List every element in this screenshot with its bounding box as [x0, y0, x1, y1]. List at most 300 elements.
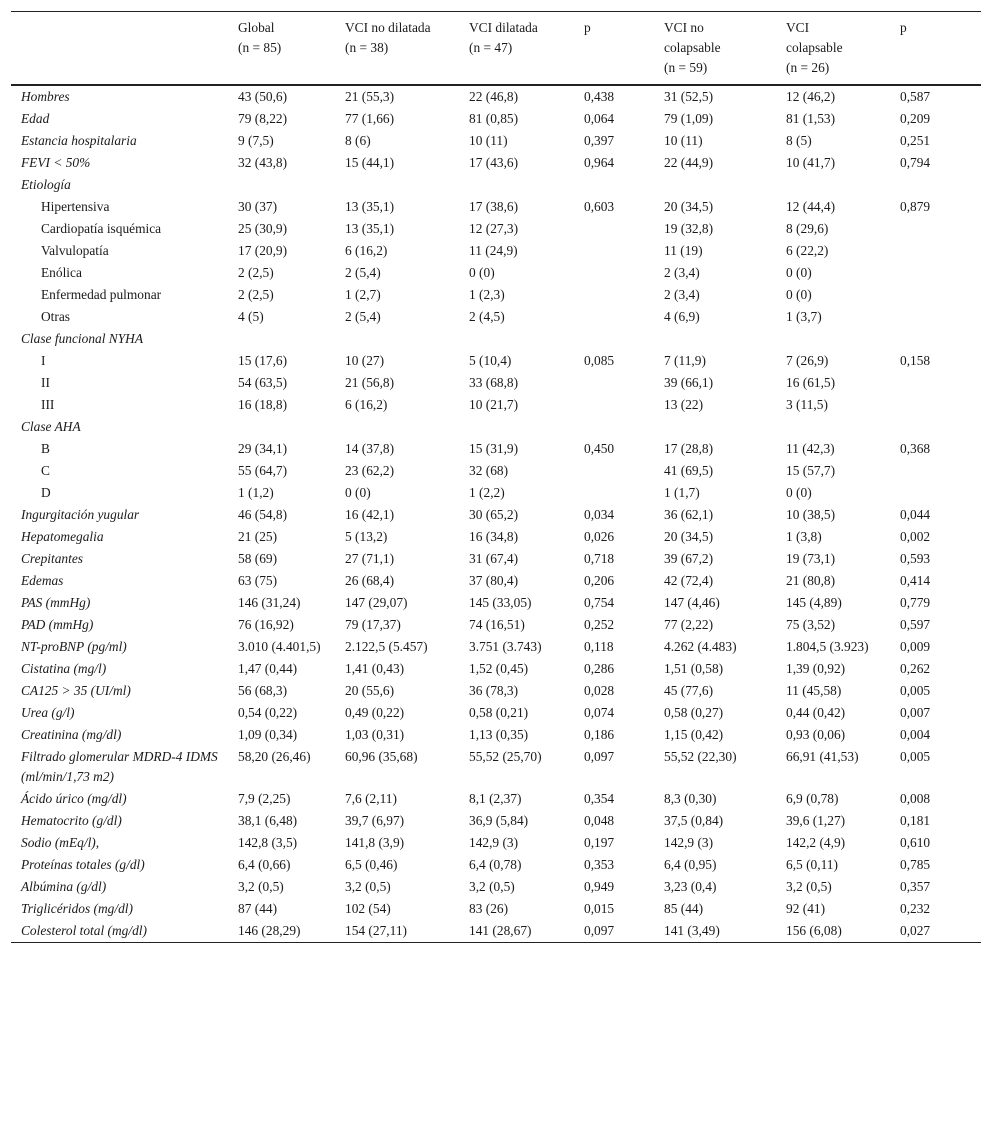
- table-cell: 77 (2,22): [664, 617, 714, 632]
- table-cell: 6 (22,2): [786, 243, 829, 258]
- table-cell: 27 (71,1): [345, 551, 395, 566]
- table-cell: 0,158: [900, 353, 931, 368]
- table-cell: [664, 416, 786, 438]
- table-cell: 6,4 (0,78): [469, 857, 522, 872]
- table-row: [11, 854, 981, 876]
- table-cell: [900, 284, 981, 306]
- table-cell: 3.010 (4.401,5): [238, 639, 321, 654]
- table-cell: 0,181: [900, 813, 931, 828]
- table-cell: 22 (46,8): [469, 89, 519, 104]
- row-label: Edemas: [21, 573, 64, 588]
- table-cell: 39 (67,2): [664, 551, 714, 566]
- table-cell: 41 (69,5): [664, 463, 714, 478]
- table-cell: 39 (66,1): [664, 375, 714, 390]
- table-cell: [900, 372, 981, 394]
- table-row: [11, 504, 981, 526]
- table-cell: 1 (2,2): [469, 485, 505, 500]
- table-cell: 74 (16,51): [469, 617, 525, 632]
- table-cell: 0,005: [900, 683, 931, 698]
- row-label: Hematocrito (g/dl): [21, 813, 122, 828]
- table-cell: 54 (63,5): [238, 375, 288, 390]
- table-cell: [900, 240, 981, 262]
- table-cell: 56 (68,3): [238, 683, 288, 698]
- table-cell: 0,964: [584, 155, 615, 170]
- table-cell: [345, 416, 469, 438]
- table-cell: 87 (44): [238, 901, 278, 916]
- table-cell: 23 (62,2): [345, 463, 395, 478]
- table-row: [11, 526, 981, 548]
- header-p-2: p: [900, 12, 981, 86]
- row-label: CA125 > 35 (UI/ml): [21, 683, 131, 698]
- table-row: [11, 152, 981, 174]
- row-label: Estancia hospitalaria: [21, 133, 137, 148]
- row-label: Hipertensiva: [41, 199, 110, 214]
- table-cell: 1,13 (0,35): [469, 727, 529, 742]
- table-cell: 0,58 (0,27): [664, 705, 724, 720]
- table-cell: 81 (1,53): [786, 111, 836, 126]
- row-label: Cardiopatía isquémica: [41, 221, 162, 236]
- table-cell: 0,044: [900, 507, 931, 522]
- table-cell: 11 (42,3): [786, 441, 835, 456]
- table-cell: 0,197: [584, 835, 615, 850]
- table-cell: 7,9 (2,25): [238, 791, 291, 806]
- table-cell: [900, 328, 981, 350]
- table-cell: 2 (3,4): [664, 265, 700, 280]
- table-cell: 32 (43,8): [238, 155, 288, 170]
- table-cell: [469, 416, 584, 438]
- row-label: Clase AHA: [21, 419, 81, 434]
- table-cell: 7,6 (2,11): [345, 791, 397, 806]
- table-cell: 145 (4,89): [786, 595, 842, 610]
- table-cell: 0,097: [584, 749, 615, 764]
- table-cell: 1 (2,7): [345, 287, 381, 302]
- table-cell: 36,9 (5,84): [469, 813, 529, 828]
- table-cell: 31 (67,4): [469, 551, 519, 566]
- table-cell: 7 (11,9): [664, 353, 706, 368]
- table-row: [11, 614, 981, 636]
- table-cell: [584, 394, 664, 416]
- row-label: Urea (g/l): [21, 705, 75, 720]
- table-cell: 37,5 (0,84): [664, 813, 724, 828]
- table-cell: 60,96 (35,68): [345, 749, 418, 764]
- table-cell: 0,368: [900, 441, 931, 456]
- header-vci-colapsable: VCI colapsable (n = 26): [786, 12, 900, 86]
- table-cell: 0,048: [584, 813, 615, 828]
- table-cell: 0,357: [900, 879, 931, 894]
- table-cell: 55,52 (22,30): [664, 749, 737, 764]
- table-cell: 0,186: [584, 727, 615, 742]
- row-label: FEVI < 50%: [21, 155, 91, 170]
- table-cell: 6,4 (0,66): [238, 857, 291, 872]
- table-cell: 0,005: [900, 749, 931, 764]
- table-cell: [900, 306, 981, 328]
- table-cell: 145 (33,05): [469, 595, 532, 610]
- table-cell: 17 (20,9): [238, 243, 288, 258]
- row-label: Enólica: [41, 265, 82, 280]
- table-cell: 39,6 (1,27): [786, 813, 846, 828]
- table-cell: 17 (43,6): [469, 155, 519, 170]
- table-cell: 36 (78,3): [469, 683, 519, 698]
- table-cell: 1 (1,2): [238, 485, 274, 500]
- table-cell: 22 (44,9): [664, 155, 714, 170]
- table-cell: 156 (6,08): [786, 920, 900, 943]
- table-cell: 37 (80,4): [469, 573, 519, 588]
- table-cell: 26 (68,4): [345, 573, 395, 588]
- table-cell: 10 (11): [469, 133, 508, 148]
- table-cell: 0 (0): [786, 265, 812, 280]
- table-cell: [900, 416, 981, 438]
- table-cell: 58,20 (26,46): [238, 749, 311, 764]
- table-cell: 0,097: [584, 920, 664, 943]
- table-cell: 6,5 (0,46): [345, 857, 398, 872]
- row-label: Cistatina (mg/l): [21, 661, 107, 676]
- table-cell: 43 (50,6): [238, 89, 288, 104]
- table-cell: 141 (3,49): [664, 920, 786, 943]
- table-cell: 21 (80,8): [786, 573, 836, 588]
- row-label: Creatinina (mg/dl): [21, 727, 122, 742]
- table-cell: 3,2 (0,5): [469, 879, 515, 894]
- table-cell: 0 (0): [469, 265, 495, 280]
- table-cell: 15 (31,9): [469, 441, 519, 456]
- table-cell: 0,027: [900, 920, 981, 943]
- table-cell: 19 (32,8): [664, 221, 714, 236]
- header-vci-no-dilatada: VCI no dilatada (n = 38): [345, 12, 469, 86]
- header-p-1: p: [584, 12, 664, 86]
- table-cell: 146 (31,24): [238, 595, 301, 610]
- table-cell: 6,9 (0,78): [786, 791, 839, 806]
- table-cell: [238, 416, 345, 438]
- table-row: [11, 592, 981, 614]
- table-cell: 79 (8,22): [238, 111, 288, 126]
- row-label: Crepitantes: [21, 551, 83, 566]
- table-cell: 92 (41): [786, 901, 826, 916]
- table-cell: 4.262 (4.483): [664, 639, 737, 654]
- table-row: [11, 832, 981, 854]
- table-cell: [584, 262, 664, 284]
- table-cell: 0,93 (0,06): [786, 727, 846, 742]
- table-cell: 25 (30,9): [238, 221, 288, 236]
- row-label: Ingurgitación yugular: [21, 507, 140, 522]
- table-row: [11, 240, 981, 262]
- table-cell: 0,074: [584, 705, 615, 720]
- table-cell: 16 (18,8): [238, 397, 288, 412]
- table-cell: 12 (27,3): [469, 221, 519, 236]
- table-cell: 79 (1,09): [664, 111, 714, 126]
- table-cell: [900, 174, 981, 196]
- table-cell: 0,252: [584, 617, 615, 632]
- table-cell: 0,353: [584, 857, 615, 872]
- table-cell: 33 (68,8): [469, 375, 519, 390]
- table-cell: 17 (38,6): [469, 199, 519, 214]
- row-label: PAD (mmHg): [21, 617, 94, 632]
- table-cell: 11 (19): [664, 243, 703, 258]
- table-cell: 66,91 (41,53): [786, 749, 859, 764]
- table-cell: 0,754: [584, 595, 615, 610]
- table-cell: [900, 394, 981, 416]
- table-cell: 6,5 (0,11): [786, 857, 838, 872]
- table-cell: 142,9 (3): [664, 835, 714, 850]
- header-vci-dilatada: VCI dilatada (n = 47): [469, 12, 584, 86]
- table-cell: 0,49 (0,22): [345, 705, 405, 720]
- table-cell: 10 (41,7): [786, 155, 836, 170]
- table-cell: 36 (62,1): [664, 507, 714, 522]
- row-label: Filtrado glomerular MDRD-4 IDMS (ml/min/1,73 m2): [21, 749, 218, 784]
- table-cell: 30 (65,2): [469, 507, 519, 522]
- table-cell: 0,118: [584, 639, 614, 654]
- table-cell: [584, 218, 664, 240]
- table-cell: [584, 372, 664, 394]
- table-cell: 3 (11,5): [786, 397, 828, 412]
- row-label: Hepatomegalia: [21, 529, 104, 544]
- table-cell: 81 (0,85): [469, 111, 519, 126]
- table-cell: 147 (29,07): [345, 595, 408, 610]
- table-cell: 8,3 (0,30): [664, 791, 717, 806]
- table-cell: 16 (61,5): [786, 375, 836, 390]
- table-row: [11, 920, 981, 943]
- table-cell: 21 (55,3): [345, 89, 395, 104]
- table-cell: 7 (26,9): [786, 353, 829, 368]
- table-cell: 1 (1,7): [664, 485, 700, 500]
- table-cell: 8,1 (2,37): [469, 791, 522, 806]
- table-cell: 2.122,5 (5.457): [345, 639, 428, 654]
- table-cell: 0,209: [900, 111, 931, 126]
- table-row: [11, 810, 981, 832]
- table-cell: [238, 174, 345, 196]
- table-row: [11, 284, 981, 306]
- table-cell: 3,2 (0,5): [786, 879, 832, 894]
- table-row: [11, 482, 981, 504]
- table-cell: 0,610: [900, 835, 931, 850]
- table-cell: 0,286: [584, 661, 615, 676]
- table-row: [11, 548, 981, 570]
- table-cell: 0,597: [900, 617, 931, 632]
- table-cell: 1,41 (0,43): [345, 661, 405, 676]
- table-cell: 0,879: [900, 199, 931, 214]
- table-row: [11, 724, 981, 746]
- row-label: B: [41, 441, 50, 456]
- table-cell: 146 (28,29): [238, 920, 345, 943]
- table-cell: 5 (13,2): [345, 529, 388, 544]
- table-cell: 13 (22): [664, 397, 704, 412]
- table-cell: 76 (16,92): [238, 617, 294, 632]
- table-cell: 0,004: [900, 727, 931, 742]
- table-cell: 2 (4,5): [469, 309, 505, 324]
- table-cell: 0,397: [584, 133, 615, 148]
- table-cell: 20 (34,5): [664, 529, 714, 544]
- table-cell: 0,085: [584, 353, 615, 368]
- table-cell: 8 (6): [345, 133, 371, 148]
- table-cell: [584, 460, 664, 482]
- table-cell: 1 (3,8): [786, 529, 822, 544]
- table-cell: 10 (21,7): [469, 397, 519, 412]
- table-cell: 15 (57,7): [786, 463, 836, 478]
- table-cell: 11 (24,9): [469, 243, 518, 258]
- table-cell: 4 (6,9): [664, 309, 700, 324]
- table-cell: 20 (34,5): [664, 199, 714, 214]
- table-cell: 6 (16,2): [345, 243, 388, 258]
- table-cell: [786, 174, 900, 196]
- table-row: [11, 460, 981, 482]
- table-cell: [584, 240, 664, 262]
- table-cell: 77 (1,66): [345, 111, 395, 126]
- row-label: Enfermedad pulmonar: [41, 287, 162, 302]
- table-cell: 2 (2,5): [238, 287, 274, 302]
- table-row: [11, 746, 981, 788]
- table-cell: 1 (3,7): [786, 309, 822, 324]
- table-cell: 0,007: [900, 705, 931, 720]
- table-cell: 1 (2,3): [469, 287, 505, 302]
- table-cell: 42 (72,4): [664, 573, 714, 588]
- table-row: [11, 174, 981, 196]
- table-cell: 0,251: [900, 133, 931, 148]
- table-row: [11, 438, 981, 460]
- table-cell: 30 (37): [238, 199, 278, 214]
- table-row: [11, 636, 981, 658]
- table-cell: 141 (28,67): [469, 920, 584, 943]
- header-blank: [11, 12, 238, 86]
- table-cell: [584, 482, 664, 504]
- table-cell: 0 (0): [786, 485, 812, 500]
- table-row: [11, 658, 981, 680]
- row-label: Edad: [21, 111, 50, 126]
- table-cell: 8 (29,6): [786, 221, 829, 236]
- table-row: [11, 680, 981, 702]
- row-label: Triglicéridos (mg/dl): [21, 901, 133, 916]
- table-cell: 19 (73,1): [786, 551, 836, 566]
- row-label: Albúmina (g/dl): [21, 879, 107, 894]
- row-label: C: [41, 463, 50, 478]
- table-cell: 0,034: [584, 507, 615, 522]
- table-cell: 15 (17,6): [238, 353, 288, 368]
- table-cell: [469, 328, 584, 350]
- table-cell: 21 (25): [238, 529, 278, 544]
- table-cell: 29 (34,1): [238, 441, 288, 456]
- table-row: [11, 328, 981, 350]
- table-cell: [664, 174, 786, 196]
- table-row: [11, 130, 981, 152]
- row-label: PAS (mmHg): [21, 595, 91, 610]
- table-cell: 14 (37,8): [345, 441, 395, 456]
- table-cell: [786, 416, 900, 438]
- table-cell: 0,450: [584, 441, 615, 456]
- row-label: Colesterol total (mg/dl): [11, 920, 238, 943]
- row-label: Etiología: [21, 177, 71, 192]
- table-cell: 0,603: [584, 199, 615, 214]
- row-label: Hombres: [21, 89, 70, 104]
- table-cell: 142,8 (3,5): [238, 835, 298, 850]
- table-cell: 0,785: [900, 857, 931, 872]
- table-cell: 0,064: [584, 111, 615, 126]
- table-cell: 0,58 (0,21): [469, 705, 529, 720]
- table-cell: 1,03 (0,31): [345, 727, 405, 742]
- table-cell: 0,262: [900, 661, 931, 676]
- table-row: [11, 416, 981, 438]
- table-cell: 141,8 (3,9): [345, 835, 405, 850]
- table-cell: 12 (46,2): [786, 89, 836, 104]
- table-cell: 0,438: [584, 89, 615, 104]
- table-cell: [664, 328, 786, 350]
- table-cell: 3,2 (0,5): [238, 879, 284, 894]
- table-cell: 10 (11): [664, 133, 703, 148]
- table-cell: 154 (27,11): [345, 920, 469, 943]
- table-cell: 0,414: [900, 573, 931, 588]
- table-cell: 0,015: [584, 901, 615, 916]
- table-cell: 85 (44): [664, 901, 704, 916]
- table-cell: [900, 460, 981, 482]
- table-cell: 1.804,5 (3.923): [786, 639, 869, 654]
- table-header: [11, 12, 981, 86]
- table-cell: 15 (44,1): [345, 155, 395, 170]
- table-cell: 1,39 (0,92): [786, 661, 846, 676]
- table-cell: 20 (55,6): [345, 683, 395, 698]
- table-cell: 0,008: [900, 791, 931, 806]
- table-cell: 6,4 (0,95): [664, 857, 717, 872]
- table-cell: [584, 328, 664, 350]
- table-cell: 0,354: [584, 791, 615, 806]
- table-cell: 0 (0): [345, 485, 371, 500]
- table-row: [11, 788, 981, 810]
- table-cell: [900, 482, 981, 504]
- row-label: Otras: [41, 309, 71, 324]
- table-cell: 63 (75): [238, 573, 278, 588]
- table-cell: [584, 284, 664, 306]
- table-cell: 0,026: [584, 529, 615, 544]
- table-cell: 58 (69): [238, 551, 278, 566]
- table-cell: 16 (34,8): [469, 529, 519, 544]
- table-cell: 0,593: [900, 551, 931, 566]
- table-cell: 147 (4,46): [664, 595, 720, 610]
- row-label: Sodio (mEq/l),: [21, 835, 100, 850]
- table-row: [11, 394, 981, 416]
- table-row: [11, 262, 981, 284]
- table-cell: 0,587: [900, 89, 931, 104]
- table-cell: 31 (52,5): [664, 89, 714, 104]
- table-cell: 1,09 (0,34): [238, 727, 298, 742]
- table-cell: 1,15 (0,42): [664, 727, 724, 742]
- table-cell: 55,52 (25,70): [469, 749, 542, 764]
- table-cell: 3.751 (3.743): [469, 639, 542, 654]
- table-cell: 142,2 (4,9): [786, 835, 846, 850]
- table-cell: 55 (64,7): [238, 463, 288, 478]
- table-cell: 10 (38,5): [786, 507, 836, 522]
- table-cell: 83 (26): [469, 901, 509, 916]
- table-cell: 10 (27): [345, 353, 385, 368]
- table-cell: [584, 416, 664, 438]
- header-global: Global (n = 85): [238, 12, 345, 86]
- table-cell: 1,47 (0,44): [238, 661, 298, 676]
- results-table: [11, 11, 981, 943]
- table-row: [11, 570, 981, 592]
- table-row: [11, 372, 981, 394]
- table-cell: 2 (5,4): [345, 265, 381, 280]
- table-cell: 16 (42,1): [345, 507, 395, 522]
- table-cell: 6 (16,2): [345, 397, 388, 412]
- table-cell: 13 (35,1): [345, 199, 395, 214]
- table-cell: [469, 174, 584, 196]
- table-cell: [345, 328, 469, 350]
- table-cell: 17 (28,8): [664, 441, 714, 456]
- table-cell: [900, 262, 981, 284]
- table-cell: 32 (68): [469, 463, 509, 478]
- table-cell: [786, 328, 900, 350]
- table-cell: 12 (44,4): [786, 199, 836, 214]
- table-cell: [345, 174, 469, 196]
- table-row: [11, 85, 981, 108]
- table-cell: 1,52 (0,45): [469, 661, 529, 676]
- row-label: III: [41, 397, 55, 412]
- table-cell: [584, 174, 664, 196]
- table-cell: 1,51 (0,58): [664, 661, 724, 676]
